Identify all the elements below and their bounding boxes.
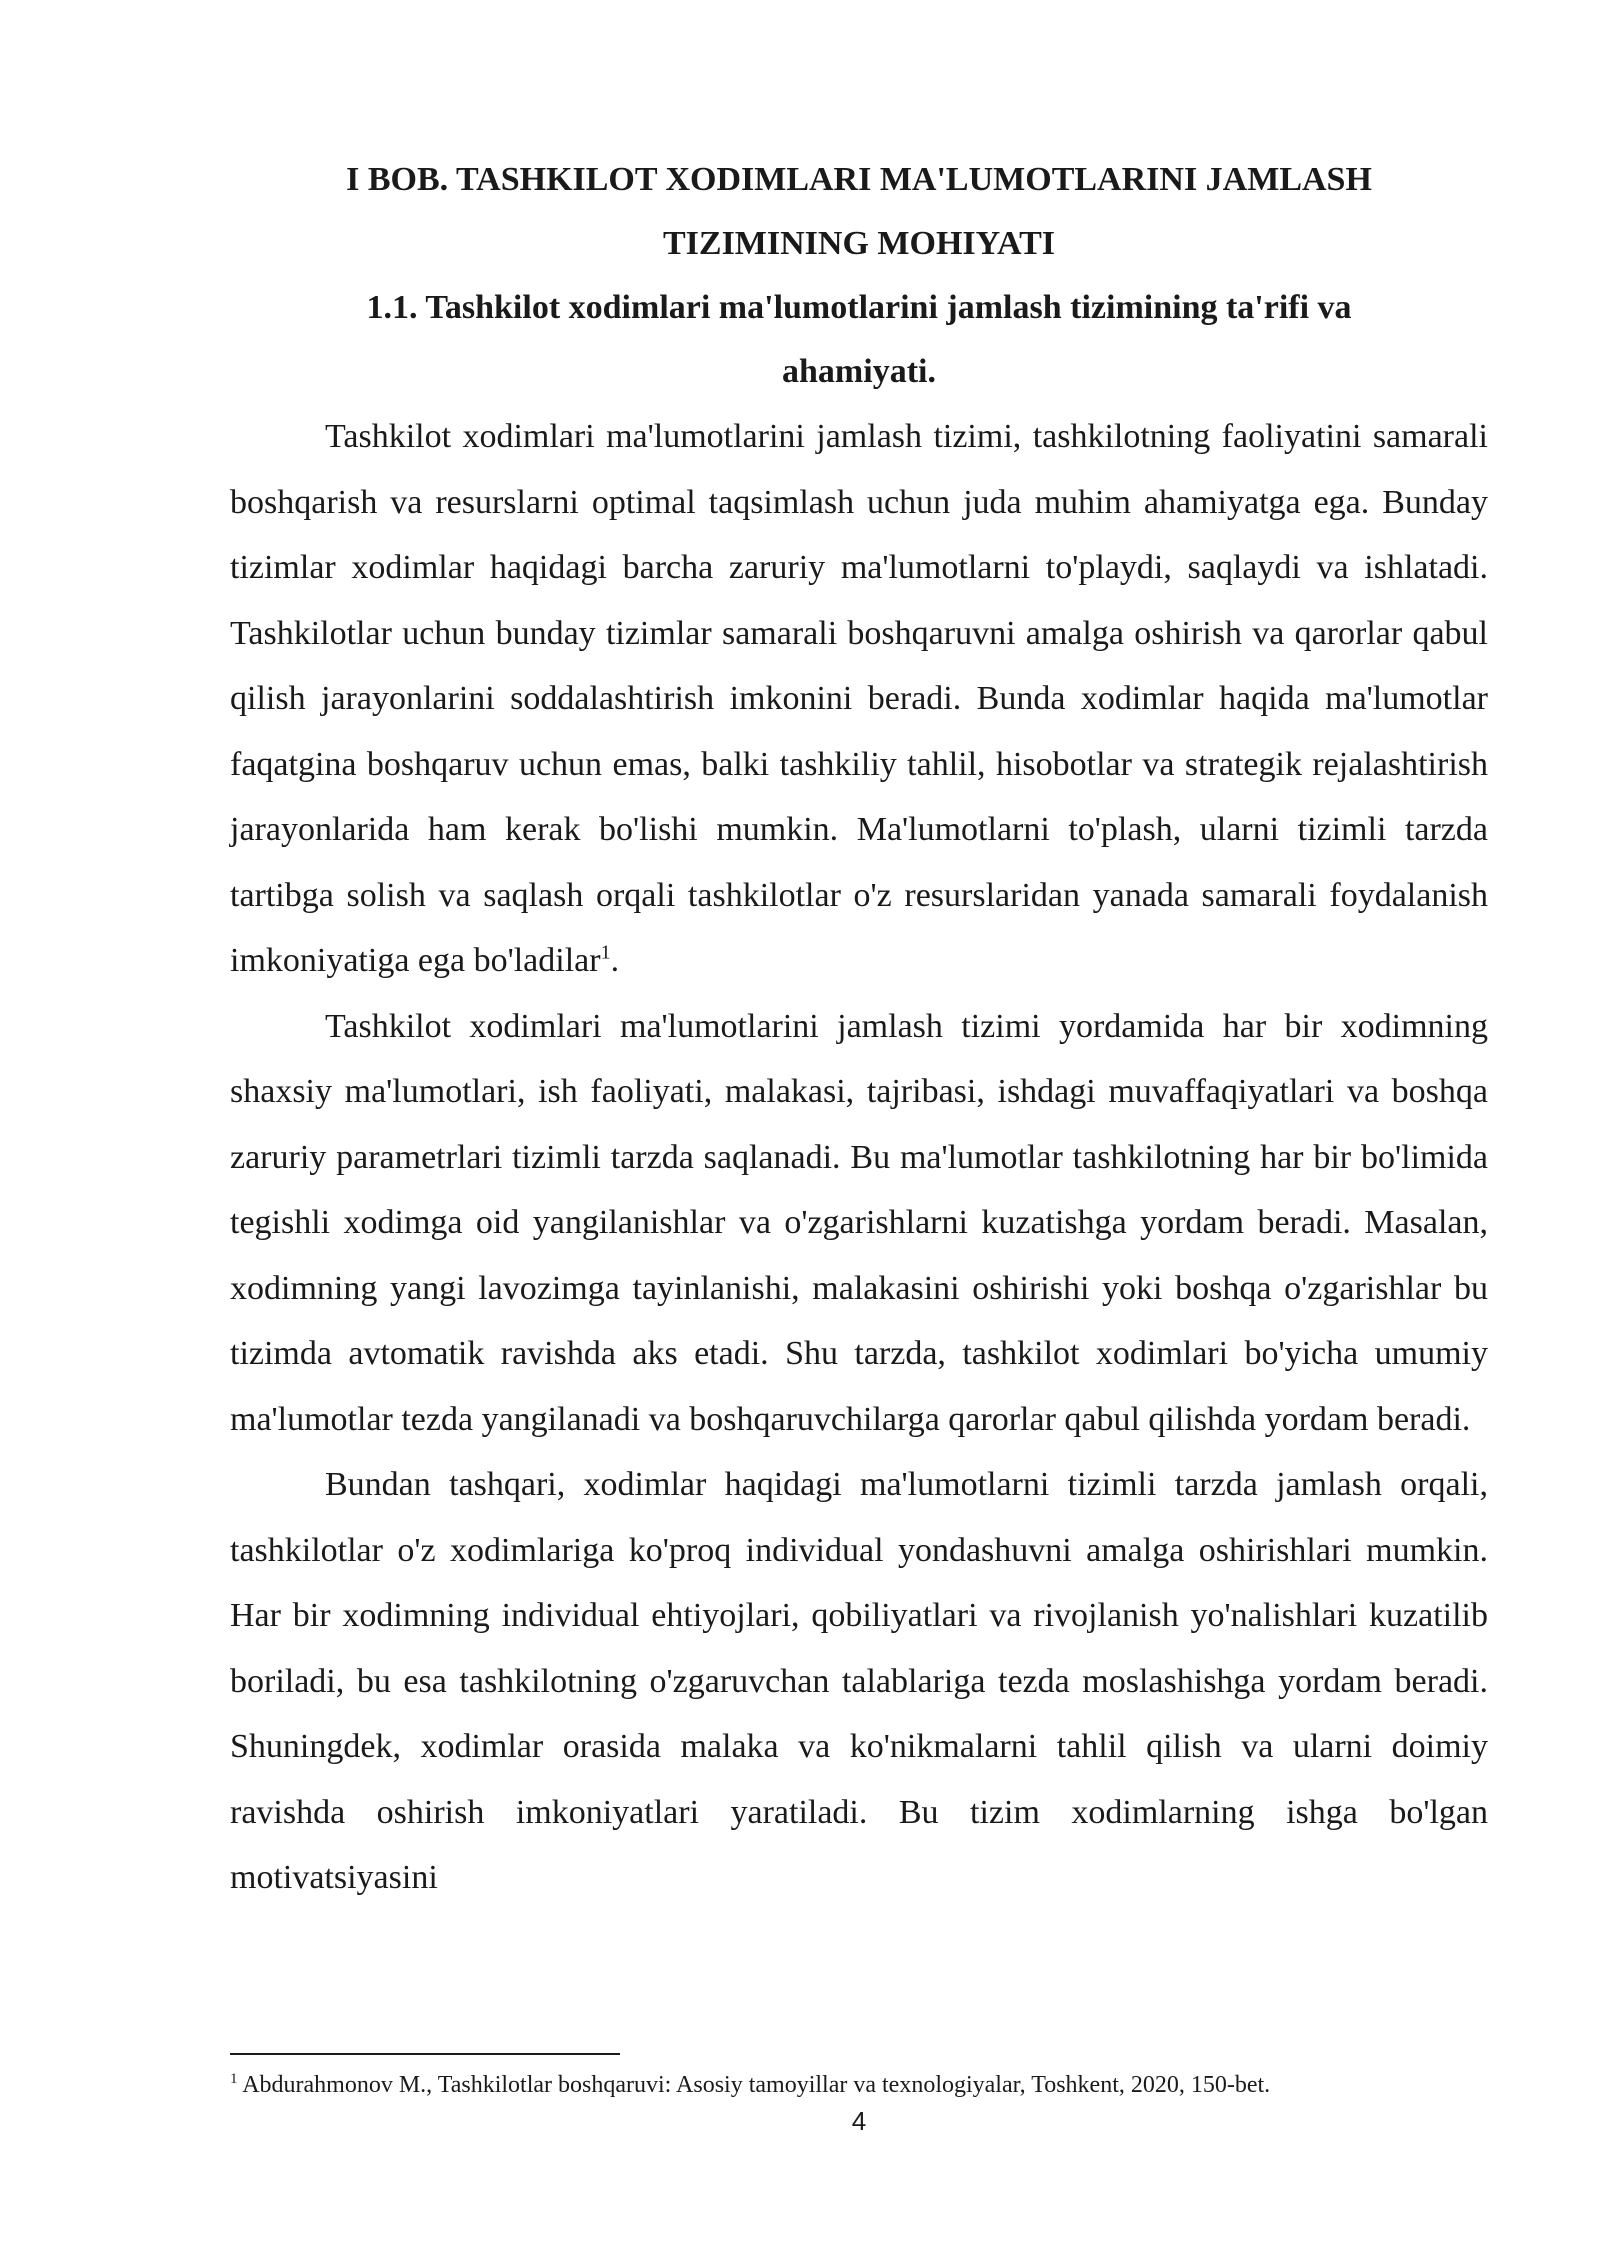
- footnote-separator: [230, 2053, 620, 2055]
- section-title: 1.1. Tashkilot xodimlari ma'lumotlarini jamlash tizimining ta'rifi va ahamiyati.: [366, 289, 1352, 390]
- chapter-title: I BOB. TASHKILOT XODIMLARI MA'LUMOTLARINI JAMLASH TIZIMINING MOHIYATI: [346, 161, 1372, 262]
- footnote-number: 1: [230, 2071, 238, 2087]
- paragraph-1-text: Tashkilot xodimlari ma'lumotlarini jamlash tizimi, tashkilotning faoliyatini samarali boshqarish va resurslarni optimal taqsimlash uchun juda muhim ahamiyatga ega. Bunday tizimlar xodimlar haqidagi barcha zaruriy ma'lumotlarni to'playdi, saqlaydi va ishlatadi. Tashkilotlar uchun bunday tizimlar samarali boshqaruvni amalga oshirish va qarorlar qabul qilish jarayonlarini soddalashtirish imkonini beradi. Bunda xodimlar haqida ma'lumotlar faqatgina boshqaruv uchun emas, balki tashkiliy tahlil, hisobotlar va strategik rejalashtirish jarayonlarida ham kerak bo'lishi mumkin. Ma'lumotlarni to'plash, ularni tizimli tarzda tartibga solish va saqlash orqali tashkilotlar o'z resurslaridan yanada samarali foydalanish imkoniyatiga ega bo'ladilar: [230, 418, 1488, 979]
- page-number: 4: [851, 2106, 867, 2136]
- paragraph-1: [230, 404, 1488, 994]
- paragraph-3: Bundan tashqari, xodimlar haqidagi ma'lumotlarni tizimli tarzda jamlash orqali, tashkilotlar o'z xodimlariga ko'proq individual yondashuvni amalga oshirishlari mumkin. Har bir xodimning individual ehtiyojlari, qobiliyatlari va rivojlanish yo'nalishlari kuzatilib boriladi, bu esa tashkilotning o'zgaruvchan talablariga tezda moslashishga yordam beradi. Shuningdek, xodimlar orasida malaka va ko'nikmalarni tahlil qilish va ularni doimiy ravishda oshirish imkoniyatlari yaratiladi. Bu tizim xodimlarning ishga bo'lgan motivatsiyasini: [230, 1466, 1488, 1896]
- footnote: [230, 2070, 1488, 2100]
- paragraph-2: Tashkilot xodimlari ma'lumotlarini jamlash tizimi yordamida har bir xodimning shaxsiy ma'lumotlari, ish faoliyati, malakasi, tajribasi, ishdagi muvaffaqiyatlari va boshqa zaruriy parametrlari tizimli tarzda saqlanadi. Bu ma'lumotlar tashkilotning har bir bo'limida tegishli xodimga oid yangilanishlar va o'zgarishlarni kuzatishga yordam beradi. Masalan, xodimning yangi lavozimga tayinlanishi, malakasini oshirishi yoki boshqa o'zgarishlar bu tizimda avtomatik ravishda aks etadi. Shu tarzda, tashkilot xodimlari bo'yicha umumiy ma'lumotlar tezda yangilanadi va boshqaruvchilarga qarorlar qabul qilishda yordam beradi.: [230, 1007, 1488, 1438]
- footnote-reference[interactable]: 1: [600, 941, 611, 964]
- paragraph-1-tail: .: [610, 942, 620, 979]
- page-body: [230, 148, 1488, 1911]
- footnote-text: Abdurahmonov M., Tashkilotlar boshqaruvi: Asosiy tamoyillar va texnologiyalar, Toshkent, 2020, 150-bet.: [242, 2072, 1271, 2098]
